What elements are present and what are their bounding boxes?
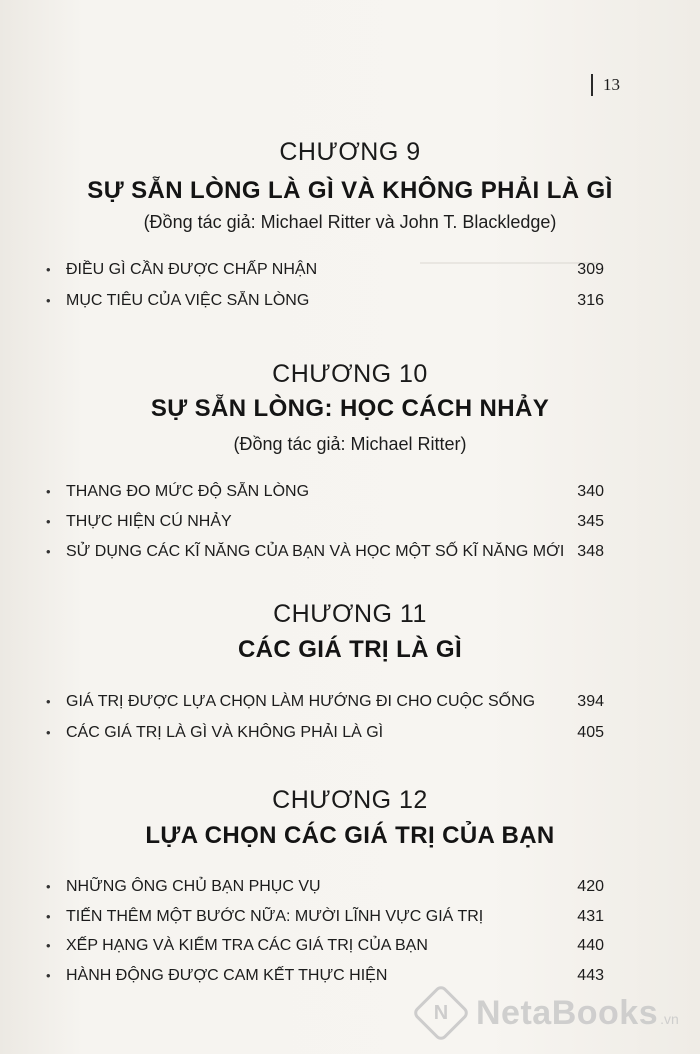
chapter-9-label: CHƯƠNG 9 bbox=[279, 138, 421, 166]
toc-entry-page: 348 bbox=[577, 543, 604, 560]
chapter-9-coauthor: (Đồng tác giả: Michael Ritter và John T. Blackledge) bbox=[143, 212, 557, 232]
bullet-icon: • bbox=[46, 484, 51, 499]
chapter-10-label: CHƯƠNG 10 bbox=[272, 360, 428, 388]
chapter-12-label: CHƯƠNG 12 bbox=[272, 786, 428, 814]
toc-entry[interactable] bbox=[46, 690, 604, 714]
toc-entry-page: 345 bbox=[577, 513, 604, 530]
toc-entry-page: 440 bbox=[577, 937, 604, 954]
page-number: 13 bbox=[591, 74, 620, 96]
toc-entry[interactable] bbox=[46, 964, 604, 988]
toc-entry[interactable] bbox=[46, 721, 604, 745]
netabooks-logo-icon: N bbox=[411, 983, 470, 1042]
bullet-icon: • bbox=[46, 725, 51, 740]
chapter-12-title: LỰA CHỌN CÁC GIÁ TRỊ CỦA BẠN bbox=[145, 822, 555, 849]
toc-entry-title: ĐIỀU GÌ CẦN ĐƯỢC CHẤP NHẬN bbox=[66, 261, 318, 278]
toc-entry-page: 309 bbox=[577, 261, 604, 278]
toc-entry-page: 340 bbox=[577, 483, 604, 500]
chapter-10-title: SỰ SẴN LÒNG: HỌC CÁCH NHẢY bbox=[150, 395, 550, 422]
toc-entry-title: THANG ĐO MỨC ĐỘ SẴN LÒNG bbox=[66, 483, 310, 500]
netabooks-watermark bbox=[420, 988, 690, 1038]
bullet-icon: • bbox=[46, 968, 51, 983]
bullet-icon: • bbox=[46, 938, 51, 953]
toc-entry[interactable] bbox=[46, 289, 604, 313]
toc-entry-page: 431 bbox=[577, 908, 604, 925]
chapter-11-label: CHƯƠNG 11 bbox=[273, 600, 427, 628]
toc-entry-title: TIẾN THÊM MỘT BƯỚC NỮA: MƯỜI LĨNH VỰC GIÁ TRỊ bbox=[66, 908, 484, 925]
toc-entry-page: 316 bbox=[577, 292, 604, 309]
bullet-icon: • bbox=[46, 293, 51, 308]
bullet-icon: • bbox=[46, 909, 51, 924]
watermark-brand: NetaBooks bbox=[476, 993, 659, 1032]
toc-entry[interactable] bbox=[46, 875, 604, 899]
bullet-icon: • bbox=[46, 544, 51, 559]
bullet-icon: • bbox=[46, 514, 51, 529]
bullet-icon: • bbox=[46, 694, 51, 709]
toc-entry[interactable] bbox=[46, 510, 604, 534]
toc-entry-title: MỤC TIÊU CỦA VIỆC SẴN LÒNG bbox=[66, 292, 310, 309]
chapter-10-coauthor: (Đồng tác giả: Michael Ritter) bbox=[233, 434, 467, 454]
toc-entry[interactable] bbox=[46, 480, 604, 504]
chapter-9-title: SỰ SẴN LÒNG LÀ GÌ VÀ KHÔNG PHẢI LÀ GÌ bbox=[87, 177, 613, 204]
toc-entry[interactable] bbox=[46, 934, 604, 958]
toc-entry-title: SỬ DỤNG CÁC KĨ NĂNG CỦA BẠN VÀ HỌC MỘT SỐ KĨ NĂNG MỚI bbox=[66, 543, 565, 560]
toc-entry-title: THỰC HIỆN CÚ NHẢY bbox=[66, 513, 232, 530]
toc-entry-page: 405 bbox=[577, 724, 604, 741]
toc-entry[interactable] bbox=[46, 905, 604, 929]
toc-entry-title: NHỮNG ÔNG CHỦ BẠN PHỤC VỤ bbox=[66, 878, 321, 895]
toc-entry-title: XẾP HẠNG VÀ KIỂM TRA CÁC GIÁ TRỊ CỦA BẠN bbox=[66, 937, 428, 954]
toc-entry-title: GIÁ TRỊ ĐƯỢC LỰA CHỌN LÀM HƯỚNG ĐI CHO CUỘC SỐNG bbox=[66, 693, 536, 710]
toc-entry-page: 394 bbox=[577, 693, 604, 710]
toc-entry[interactable] bbox=[46, 258, 604, 282]
toc-entry-page: 443 bbox=[577, 967, 604, 984]
bullet-icon: • bbox=[46, 879, 51, 894]
toc-entry-title: CÁC GIÁ TRỊ LÀ GÌ VÀ KHÔNG PHẢI LÀ GÌ bbox=[66, 724, 384, 741]
toc-entry-title: HÀNH ĐỘNG ĐƯỢC CAM KẾT THỰC HIỆN bbox=[66, 967, 388, 984]
watermark-suffix: .vn bbox=[660, 1011, 679, 1027]
toc-entry-page: 420 bbox=[577, 878, 604, 895]
bullet-icon: • bbox=[46, 262, 51, 277]
chapter-11-title: CÁC GIÁ TRỊ LÀ GÌ bbox=[237, 636, 463, 663]
toc-entry[interactable] bbox=[46, 540, 604, 564]
